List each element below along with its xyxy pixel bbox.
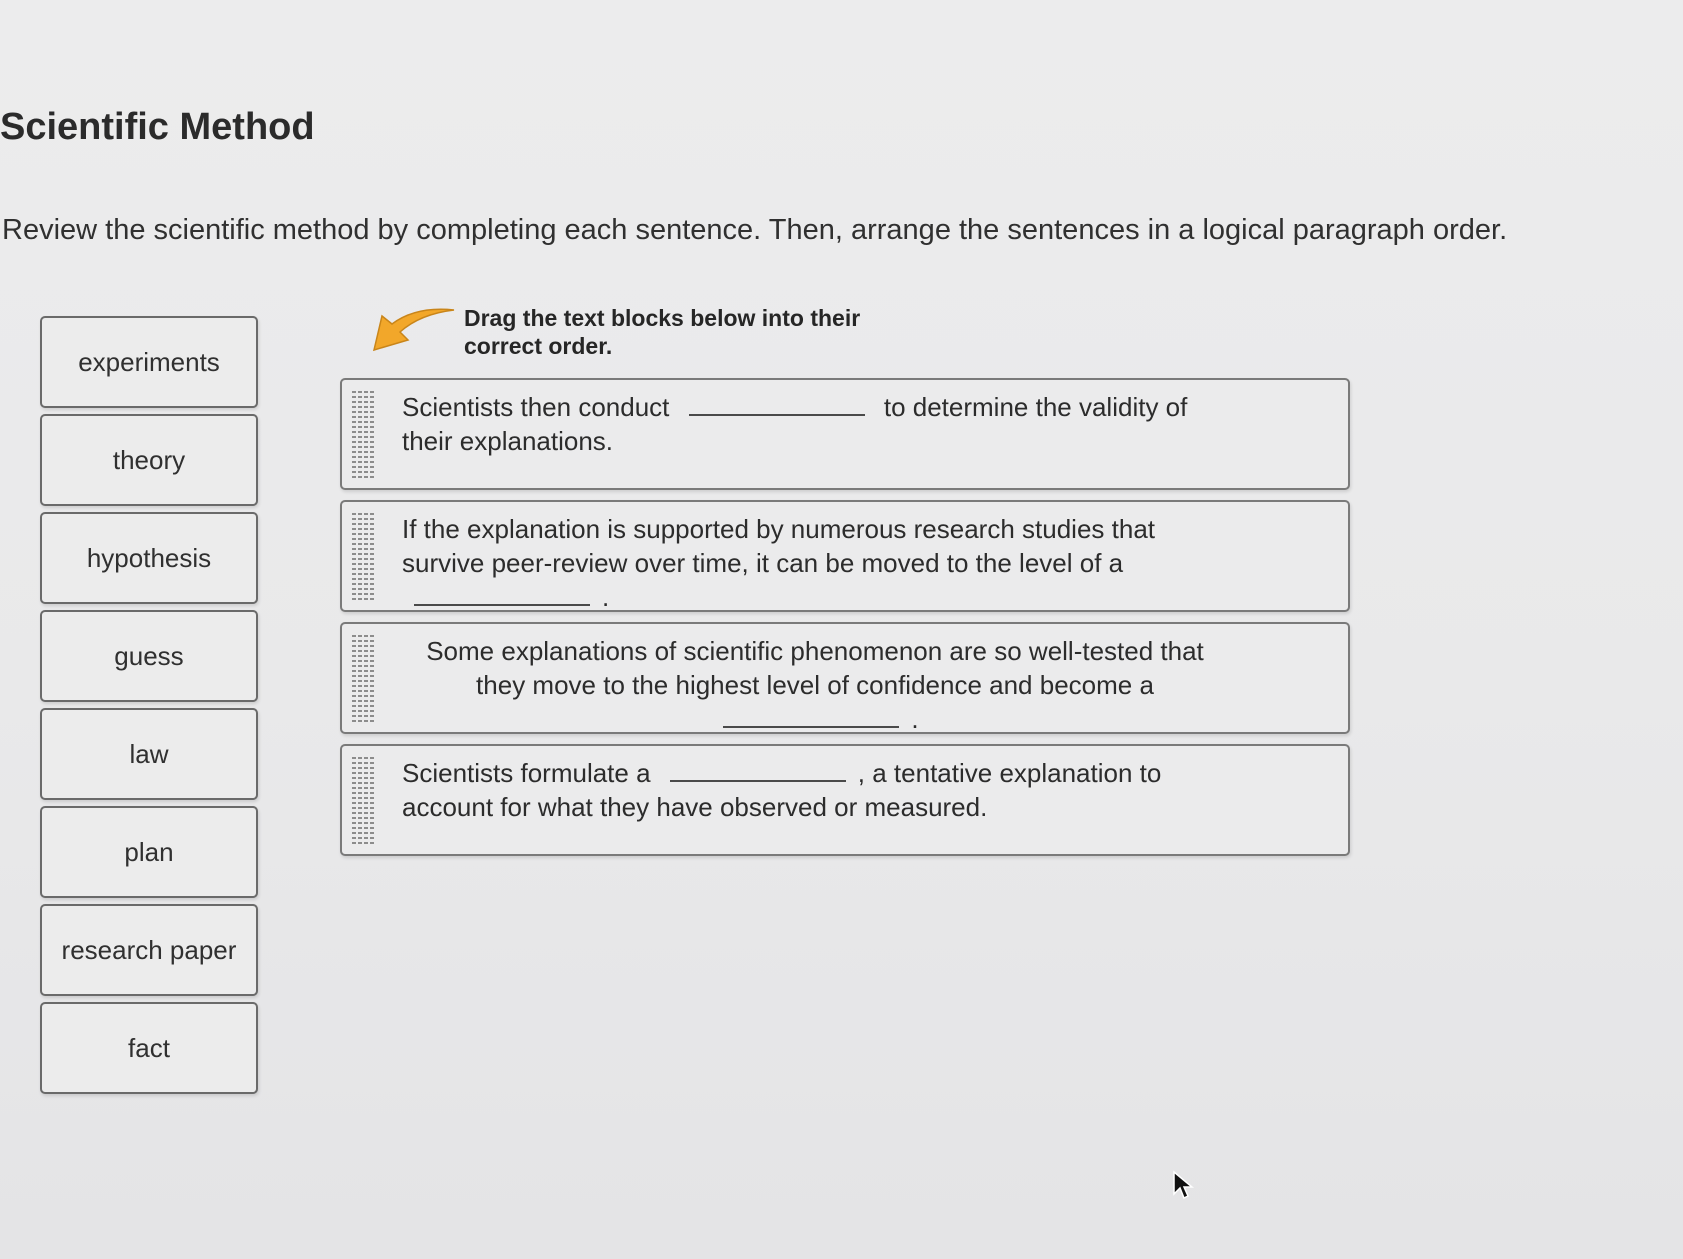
drag-handle-icon[interactable] bbox=[352, 390, 374, 478]
word-chip-plan[interactable]: plan bbox=[40, 806, 258, 898]
sentence-block-theory[interactable] bbox=[340, 500, 1350, 612]
sentence-list bbox=[340, 378, 1358, 866]
sentence-text bbox=[388, 380, 1348, 488]
drag-hint bbox=[370, 304, 884, 364]
sentence-before: Some explanations of scientific phenomenon are so well-tested that they move to the highest level of confidence and become a bbox=[426, 636, 1204, 700]
mouse-cursor-icon bbox=[1172, 1170, 1194, 1200]
blank-drop-target[interactable] bbox=[689, 392, 865, 416]
blank-drop-target[interactable] bbox=[670, 758, 846, 782]
sentence-block-experiments[interactable] bbox=[340, 378, 1350, 490]
word-bank bbox=[40, 316, 270, 1100]
sentence-after: , a tentative explanation to account for what they have observed or measured. bbox=[402, 758, 1162, 822]
sentence-text bbox=[388, 746, 1348, 854]
sentence-after: . bbox=[602, 582, 610, 612]
sentence-text bbox=[388, 624, 1348, 732]
word-chip-experiments[interactable]: experiments bbox=[40, 316, 258, 408]
sentence-before: If the explanation is supported by numerous research studies that survive peer-review over time, it can be moved to the level of a bbox=[402, 514, 1155, 578]
instructions-text: Review the scientific method by completing each sentence. Then, arrange the sentences in a logical paragraph order. bbox=[2, 214, 1508, 246]
sentence-text bbox=[388, 502, 1348, 610]
page-title: Scientific Method bbox=[0, 106, 315, 148]
sentence-after: . bbox=[911, 704, 919, 734]
drag-hint-text: Drag the text blocks below into their correct order. bbox=[464, 305, 861, 359]
sentence-before: Scientists then conduct bbox=[402, 392, 670, 422]
drag-handle-icon[interactable] bbox=[352, 512, 374, 600]
sentence-before: Scientists formulate a bbox=[402, 758, 651, 788]
word-chip-research-paper[interactable]: research paper bbox=[40, 904, 258, 996]
word-chip-guess[interactable]: guess bbox=[40, 610, 258, 702]
word-chip-theory[interactable]: theory bbox=[40, 414, 258, 506]
word-chip-hypothesis[interactable]: hypothesis bbox=[40, 512, 258, 604]
arrow-pointer-icon bbox=[370, 304, 456, 364]
blank-drop-target[interactable] bbox=[414, 582, 590, 606]
sentence-block-law[interactable] bbox=[340, 622, 1350, 734]
blank-drop-target[interactable] bbox=[723, 704, 899, 728]
sentence-after: to determine the validity of their explanations. bbox=[402, 392, 1188, 456]
drag-handle-icon[interactable] bbox=[352, 634, 374, 722]
word-chip-law[interactable]: law bbox=[40, 708, 258, 800]
drag-handle-icon[interactable] bbox=[352, 756, 374, 844]
word-chip-fact[interactable]: fact bbox=[40, 1002, 258, 1094]
sentence-block-hypothesis[interactable] bbox=[340, 744, 1350, 856]
